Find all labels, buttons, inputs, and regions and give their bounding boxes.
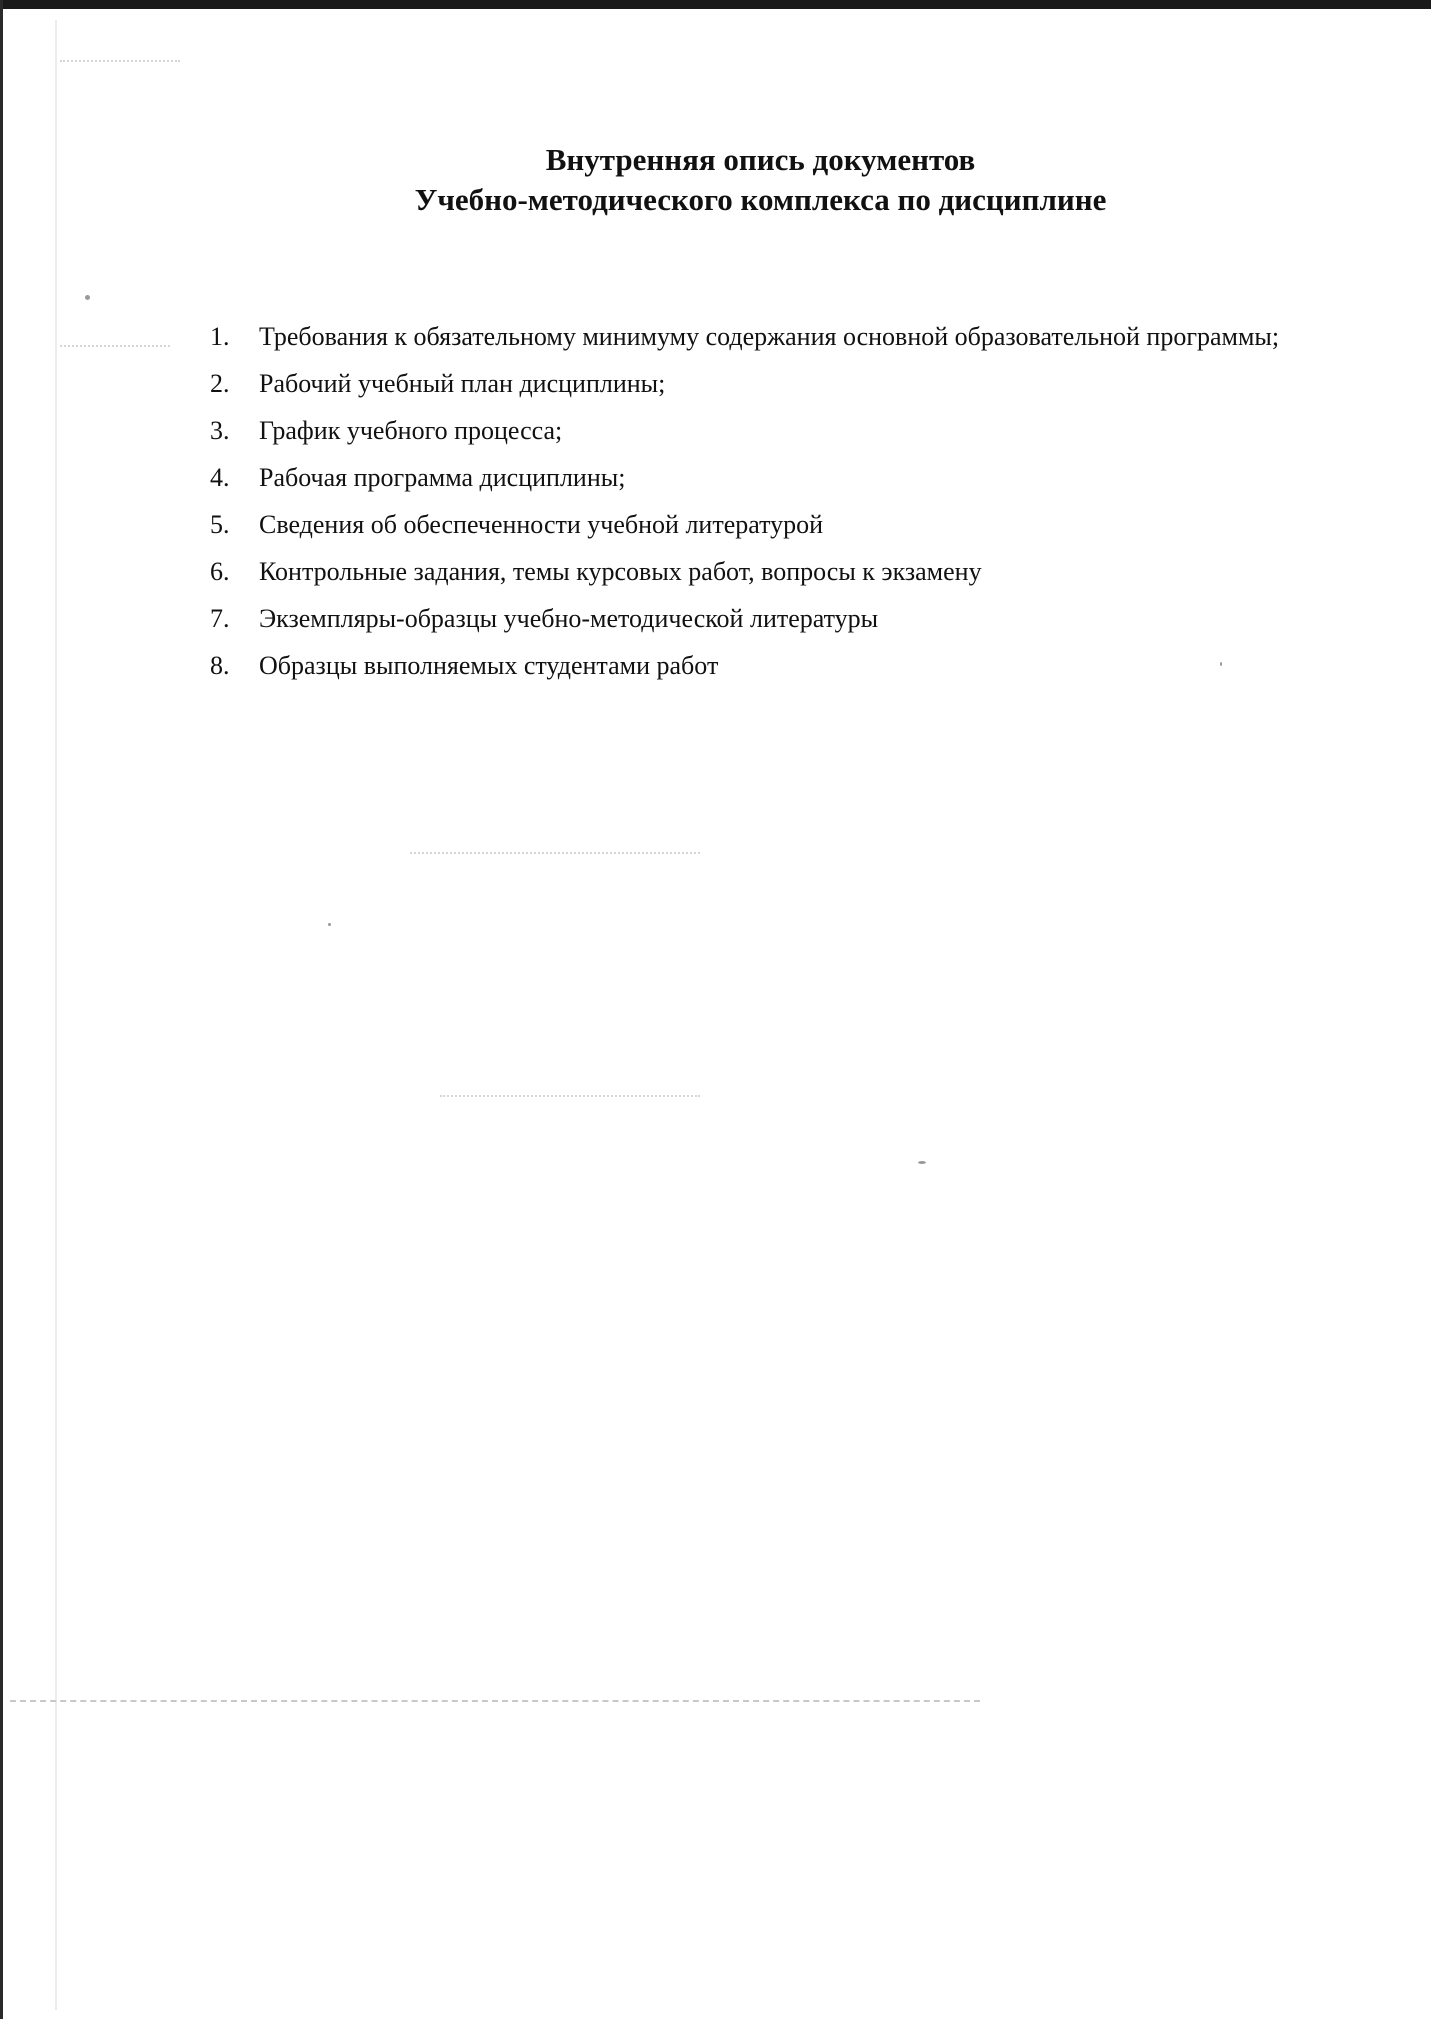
list-item-number: 2. (210, 369, 230, 398)
list-item-number: 5. (210, 510, 230, 539)
scan-artifact-line (440, 1095, 700, 1097)
list-item (210, 501, 1290, 548)
scan-speck (328, 923, 331, 926)
list-item-number: 6. (210, 557, 230, 586)
list-item-text: Сведения об обеспеченности учебной литературой (259, 510, 824, 539)
list-item (210, 313, 1290, 360)
list-item (210, 548, 1290, 595)
list-item (210, 454, 1290, 501)
list-item (210, 407, 1290, 454)
document-title: Внутренняя опись документов (545, 142, 976, 177)
document-list (210, 313, 1290, 689)
list-item-text: Экземпляры-образцы учебно-методической литературы (259, 604, 879, 633)
scan-top-edge (0, 0, 1431, 9)
scan-speck (85, 295, 90, 300)
list-item-text: Рабочий учебный план дисциплины; (259, 369, 666, 398)
scan-dashed-line (10, 1700, 980, 1702)
list-item-number: 4. (210, 463, 230, 492)
list-item-number: 8. (210, 651, 230, 680)
document-subtitle: Учебно-методического комплекса по дисциплине (414, 182, 1107, 217)
scan-left-shadow (55, 20, 57, 2010)
list-item-number: 1. (210, 322, 230, 351)
list-item (210, 642, 1290, 689)
scan-artifact-line (410, 852, 700, 854)
list-item-text: Контрольные задания, темы курсовых работ, вопросы к экзамену (259, 557, 982, 586)
list-item (210, 360, 1290, 407)
scan-artifact-line (60, 60, 180, 62)
list-item-text: Образцы выполняемых студентами работ (259, 651, 719, 680)
scan-speck (918, 1161, 926, 1164)
list-item-number: 7. (210, 604, 230, 633)
list-item-text: Рабочая программа дисциплины; (259, 463, 626, 492)
scan-left-edge (0, 0, 3, 2019)
list-item-text: График учебного процесса; (259, 416, 563, 445)
list-item-number: 3. (210, 416, 230, 445)
list-item-text: Требования к обязательному минимуму содержания основной образовательной программы; (259, 322, 1280, 351)
list-item (210, 595, 1290, 642)
scan-artifact-line (60, 345, 170, 347)
